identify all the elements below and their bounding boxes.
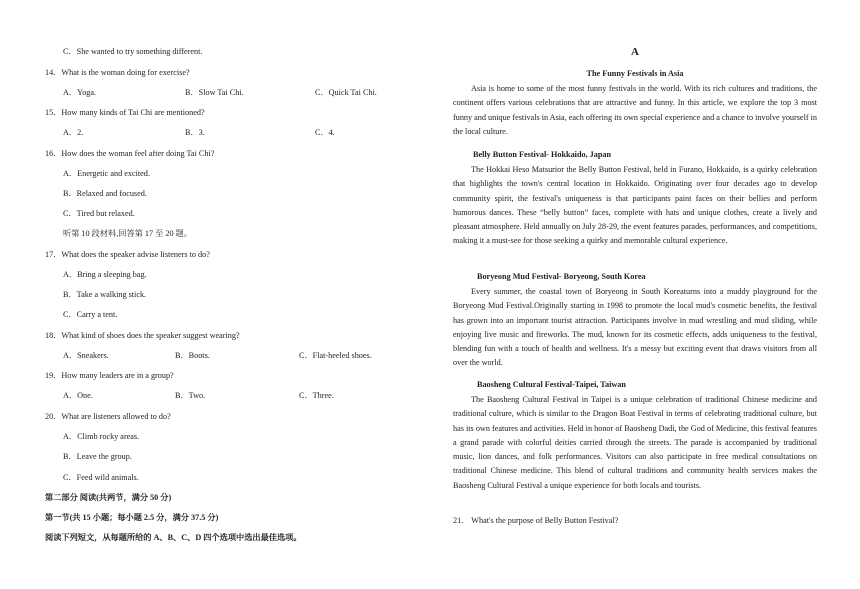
passage-letter: A: [631, 46, 639, 58]
festival-heading-belly-button: Belly Button Festival- Hokkaido, Japan: [473, 150, 612, 159]
reading-directions: 阅读下列短文，从每题所给的 A、B、C、D 四个选项中选出最佳选项。: [45, 533, 302, 542]
q19-option-b: B．Two.: [175, 391, 206, 400]
baosheng-paragraph: The Baosheng Cultural Festival in Taipei is a unique celebration of traditional Chinese medicine and traditional culture, which is similar to the Dragon Boat Festival in terms of celebrating traditional culture, but has its own features and activities. Held in honor of Baosheng Dadi, the God of Medicine, this festival features a grand parade with colorful deities carried through the streets. The parade is accompanied by traditional music, lion dances, and folk performances. Visitors can also participate in free medical consultations on traditional Chinese medicine. This blend of cultural traditions and community health services makes the Baosheng Cultural Festival a unique experience for both locals and tourists.: [453, 395, 817, 490]
q16-option-c: C．Tired but relaxed.: [63, 209, 135, 218]
question-19: 19．How many leaders are in a group?: [45, 371, 174, 380]
q20-option-a: A．Climb rocky areas.: [63, 432, 140, 441]
q14-option-a: A．Yoga.: [63, 88, 97, 97]
boryeong-mud-paragraph: Every summer, the coastal town of Boryeong in South Koreaturns into a muddy playground for the Boryeong Mud Festival.Originally starting in 1998 to promote the local mud's cosmetic benefits, the festival has grown into an important tourist attraction. Participants involve in mud wrestling and mud sliding, while enjoying live music and fireworks. The mud, known for its cosmetic effects, adds uniqueness to the festival, blending fun with a touch of health and wellness. It's a messy but exciting event that draws visitors from all over the world.: [453, 287, 817, 368]
q17-option-b: B．Take a walking stick.: [63, 290, 147, 299]
q18-option-b: B．Boots.: [175, 351, 210, 360]
question-16: 16．How does the woman feel after doing Tai Chi?: [45, 149, 215, 158]
question-15: 15．How many kinds of Tai Chi are mentioned?: [45, 108, 205, 117]
q20-option-b: B．Leave the group.: [63, 452, 132, 461]
section-one-heading: 第一节(共 15 小题；每小题 2.5 分，满分 37.5 分): [45, 513, 219, 522]
question-14: 14．What is the woman doing for exercise?: [45, 68, 190, 77]
q15-option-b: B．3.: [185, 128, 205, 137]
belly-button-paragraph: The Hokkai Heso Matsurior the Belly Button Festival, held in Furano, Hokkaido, is a quirky celebration that highlights the town's central location in Hokkaido. Originating over four decades ago to develop community spirit, the festival's uniqueness is that participants paint faces on their bellies and perform humorous dances. These “belly button” faces, complete with hats and unique clothes, create a lively and pleasant atmosphere. Held annually on July 28-29, the event features parades, performances, and competitions, making it a must-see for those seeking a quirky and memorable cultural experience.: [453, 165, 817, 246]
question-17: 17．What does the speaker advise listeners to do?: [45, 250, 210, 259]
festival-heading-baosheng: Baosheng Cultural Festival-Taipei, Taiwan: [477, 380, 626, 389]
q18-option-c: C．Flat-heeled shoes.: [299, 351, 372, 360]
q16-option-a: A．Energetic and excited.: [63, 169, 150, 178]
q18-option-a: A．Sneakers.: [63, 351, 109, 360]
q17-option-c: C．Carry a tent.: [63, 310, 118, 319]
intro-paragraph: Asia is home to some of the most funny festivals in the world. With its rich cultures and traditions, the continent offers various celebrations that are attractive and funny. In this article, we explore the top 3 most funny and unique festivals in Asia, each offering its own special experience and a chance to involve yourself in the local culture.: [453, 84, 817, 136]
q17-option-a: A．Bring a sleeping bag.: [63, 270, 147, 279]
q15-option-a: A．2.: [63, 128, 84, 137]
q19-option-c: C．Three.: [299, 391, 334, 400]
q16-option-b: B．Relaxed and focused.: [63, 189, 147, 198]
question-20: 20．What are listeners allowed to do?: [45, 412, 171, 421]
q15-option-c: C．4.: [315, 128, 335, 137]
q13-option-c: C．She wanted to try something different.: [63, 47, 203, 56]
passage-title: The Funny Festivals in Asia: [586, 69, 684, 78]
q14-option-b: B．Slow Tai Chi.: [185, 88, 244, 97]
festival-heading-boryeong-mud: Boryeong Mud Festival- Boryeong, South Korea: [477, 272, 646, 281]
part-two-heading: 第二部分 阅读(共两节，满分 50 分): [45, 493, 172, 502]
q19-option-a: A．One.: [63, 391, 93, 400]
q14-option-c: C．Quick Tai Chi.: [315, 88, 377, 97]
q20-option-c: C．Feed wild animals.: [63, 473, 139, 482]
question-18: 18．What kind of shoes does the speaker suggest wearing?: [45, 331, 240, 340]
question-21: 21. What's the purpose of Belly Button Festival?: [453, 516, 619, 525]
listening-instruction: 听第 10 段材料,回答第 17 至 20 题。: [63, 229, 192, 238]
